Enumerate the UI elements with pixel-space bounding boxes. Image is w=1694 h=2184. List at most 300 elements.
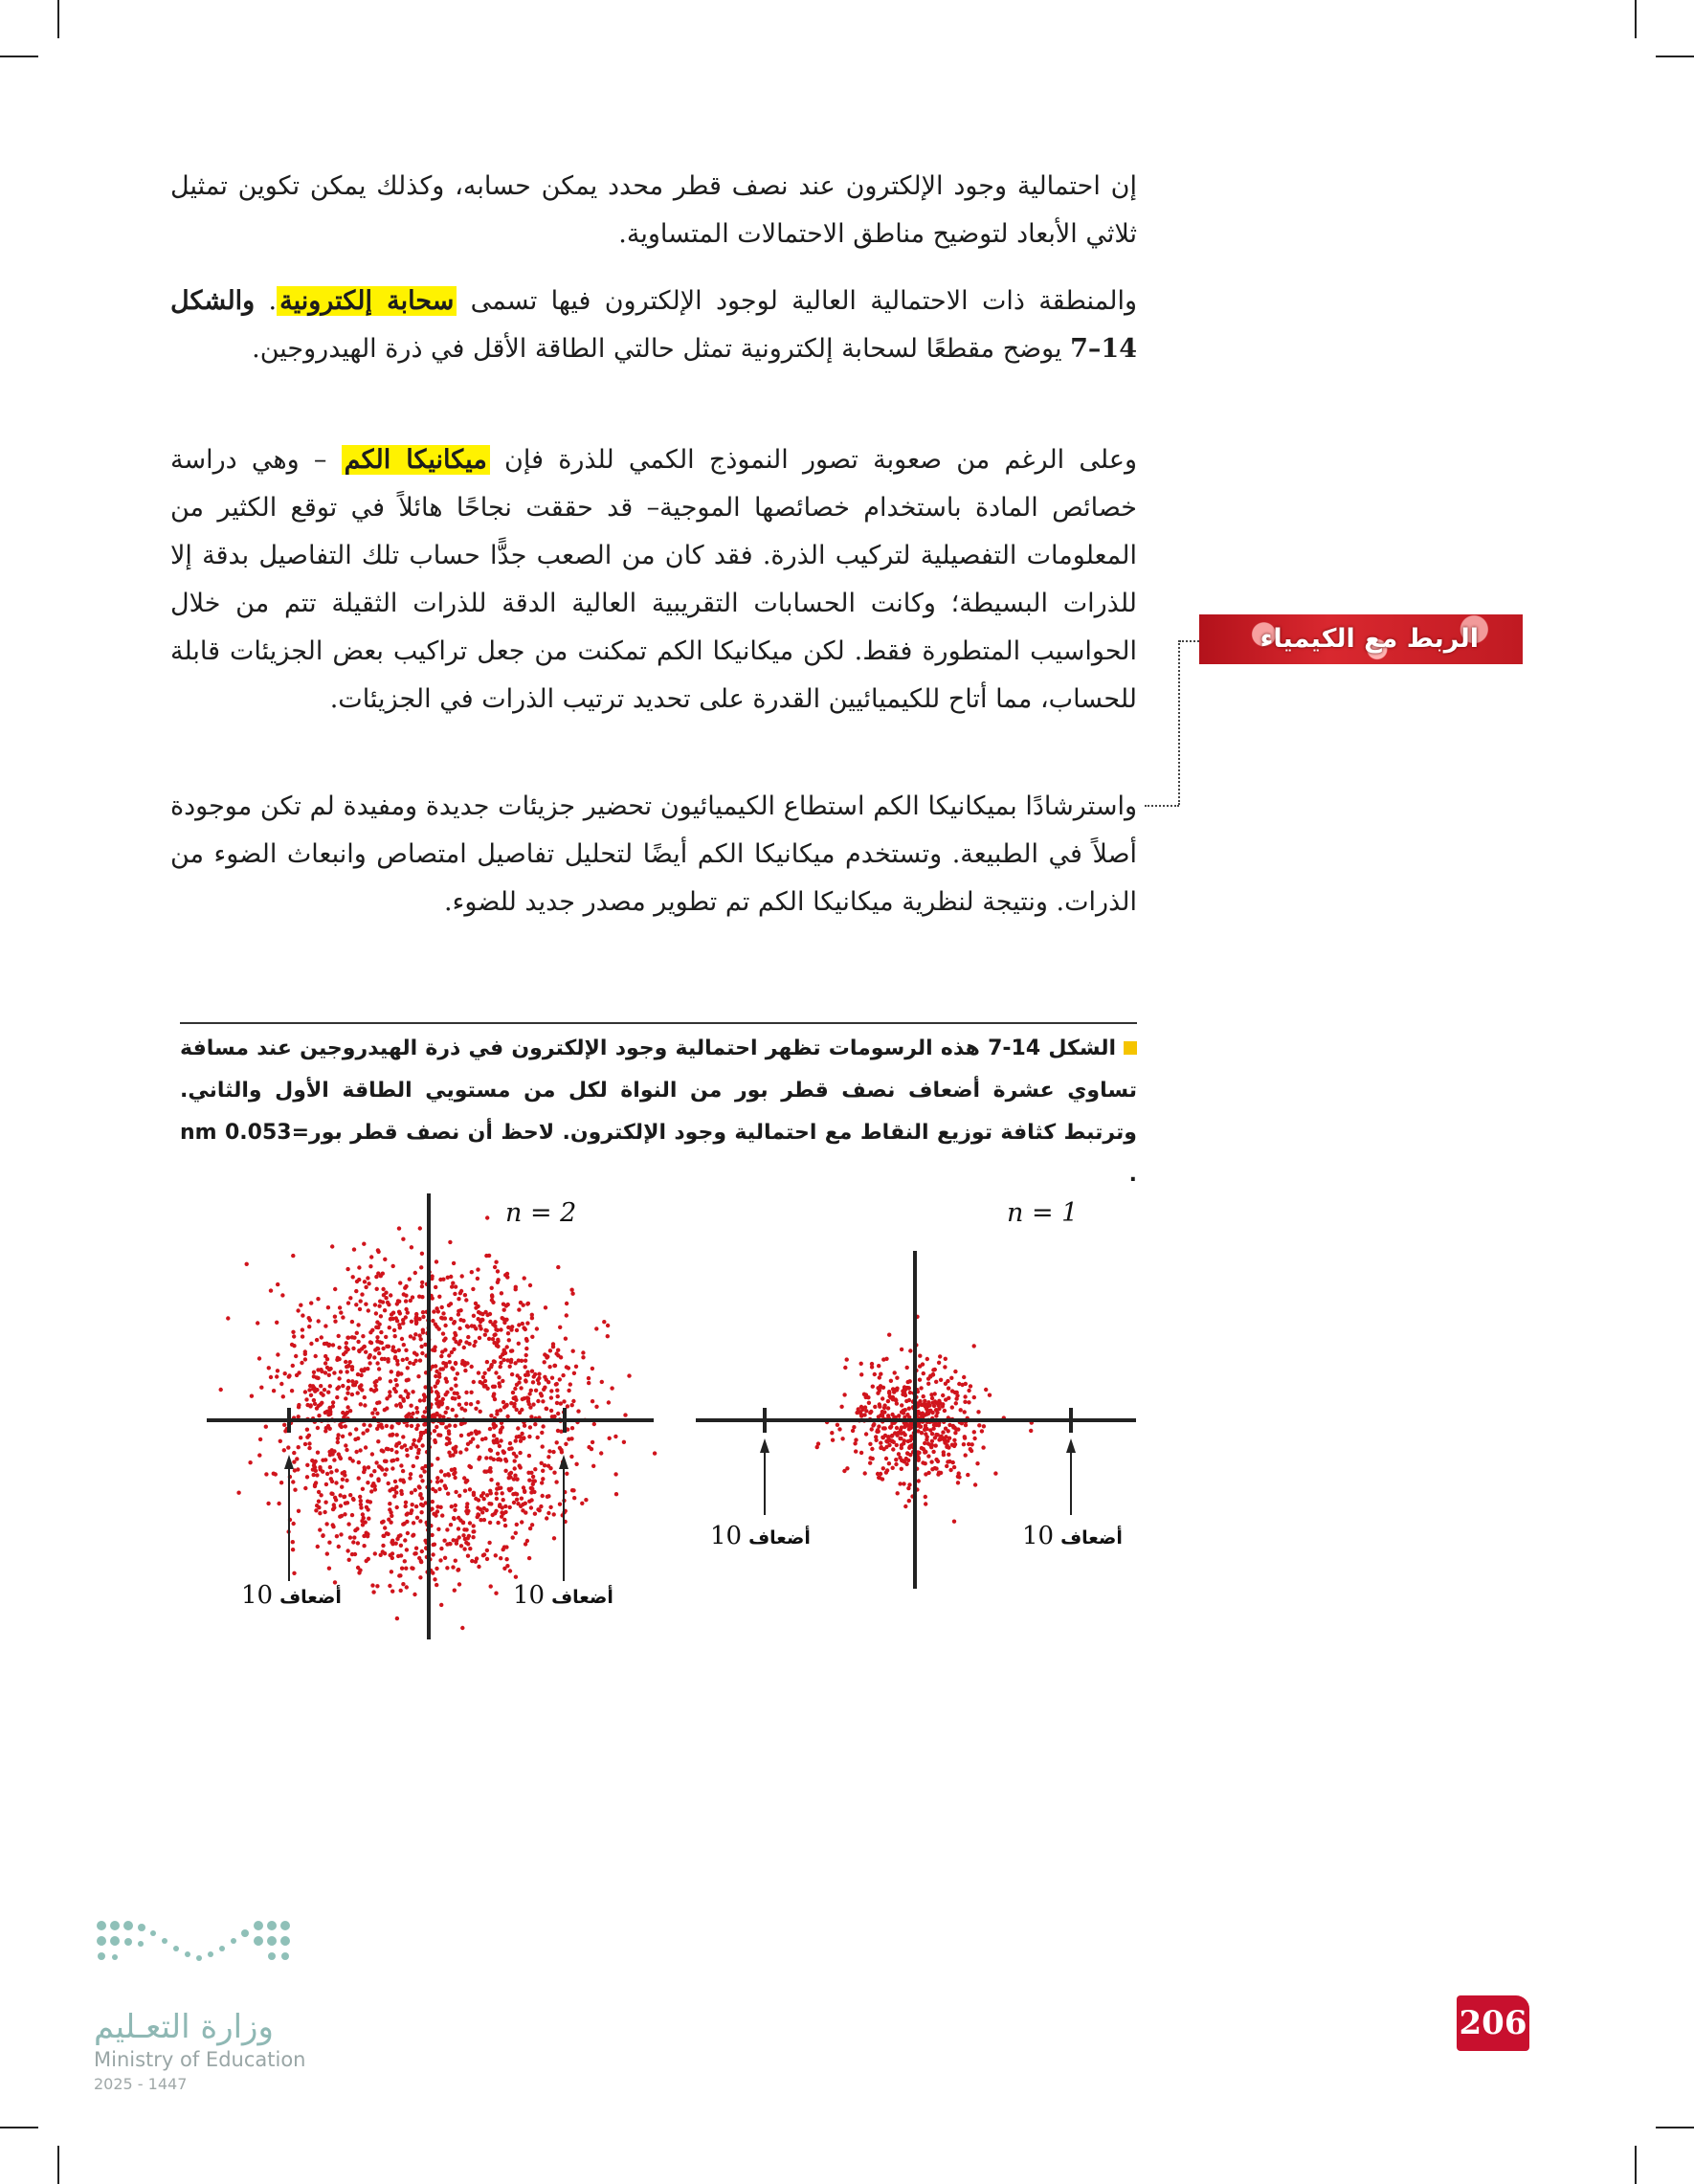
probability-dot <box>354 1289 358 1293</box>
probability-dot <box>282 1423 286 1427</box>
probability-dot <box>333 1320 337 1324</box>
probability-dot <box>868 1461 872 1465</box>
probability-dot <box>504 1545 508 1549</box>
probability-dot <box>351 1459 355 1462</box>
probability-dot <box>459 1434 463 1437</box>
probability-dot <box>219 1388 223 1392</box>
probability-dot <box>464 1527 468 1531</box>
probability-dot <box>404 1284 408 1288</box>
probability-dot <box>489 1456 493 1460</box>
probability-dot <box>390 1370 393 1373</box>
probability-dot <box>404 1299 408 1303</box>
probability-dot <box>280 1293 284 1297</box>
probability-dot <box>381 1544 385 1548</box>
probability-dot <box>963 1410 967 1414</box>
probability-dot <box>435 1425 438 1429</box>
probability-dot <box>839 1405 843 1409</box>
probability-dot <box>507 1476 511 1480</box>
probability-dot <box>331 1400 335 1404</box>
probability-dot <box>454 1362 457 1366</box>
probability-dot <box>483 1333 487 1337</box>
probability-dot <box>521 1503 524 1506</box>
probability-dot <box>363 1395 367 1399</box>
probability-dot <box>346 1364 350 1368</box>
probability-dot <box>317 1319 321 1323</box>
probability-dot <box>377 1323 381 1326</box>
probability-dot <box>431 1319 435 1323</box>
probability-dot <box>405 1548 409 1551</box>
probability-dot <box>374 1460 378 1464</box>
probability-dot <box>917 1451 921 1455</box>
probability-dot <box>594 1405 598 1409</box>
probability-dot <box>571 1349 575 1353</box>
probability-dot <box>292 1522 296 1526</box>
probability-dot <box>496 1452 500 1456</box>
probability-dot <box>431 1552 435 1556</box>
probability-dot <box>415 1516 419 1520</box>
probability-dot <box>418 1398 422 1402</box>
probability-dot <box>523 1490 526 1494</box>
probability-dot <box>888 1425 892 1429</box>
probability-dot <box>350 1393 354 1396</box>
probability-dot <box>355 1527 359 1530</box>
probability-dot <box>957 1475 961 1479</box>
probability-dot <box>319 1392 323 1395</box>
probability-dot <box>931 1427 935 1431</box>
ministry-name-english: Ministry of Education <box>94 2048 306 2071</box>
probability-dot <box>345 1479 348 1482</box>
probability-dot <box>546 1494 550 1498</box>
probability-dot <box>471 1287 475 1291</box>
probability-dot <box>963 1436 967 1439</box>
probability-dot <box>550 1415 554 1418</box>
probability-dot <box>580 1502 584 1505</box>
probability-dot <box>309 1342 313 1346</box>
probability-dot <box>900 1348 903 1351</box>
probability-dot <box>479 1311 482 1315</box>
probability-dot <box>377 1351 381 1355</box>
probability-dot <box>908 1444 912 1448</box>
probability-dot <box>352 1336 356 1340</box>
probability-dot <box>404 1501 408 1504</box>
probability-dot <box>962 1442 966 1446</box>
probability-dot <box>345 1387 349 1391</box>
probability-dot <box>592 1422 596 1426</box>
probability-dot <box>421 1431 425 1435</box>
probability-dot <box>449 1523 453 1527</box>
probability-dot <box>421 1310 425 1314</box>
probability-dot <box>474 1407 478 1411</box>
probability-dot <box>508 1441 512 1445</box>
probability-dot <box>891 1466 895 1470</box>
probability-dot <box>872 1422 876 1426</box>
probability-dot <box>466 1325 470 1328</box>
probability-dot <box>371 1590 375 1593</box>
probability-dot <box>907 1482 911 1486</box>
probability-dot <box>401 1397 405 1401</box>
probability-dot <box>439 1479 443 1482</box>
probability-dot <box>403 1559 407 1563</box>
chemistry-connection-banner[interactable]: الربط مع الكيمياء <box>1199 614 1523 664</box>
probability-dot <box>524 1347 528 1350</box>
probability-dot <box>395 1383 399 1387</box>
probability-dot <box>562 1399 566 1403</box>
probability-dot <box>525 1395 529 1399</box>
probability-dot <box>488 1427 492 1431</box>
probability-dot <box>345 1448 348 1452</box>
probability-dot <box>444 1377 448 1381</box>
probability-dot <box>391 1345 395 1348</box>
probability-dot <box>877 1476 880 1480</box>
probability-dot <box>399 1589 403 1593</box>
marker-number: 10 <box>710 1522 743 1550</box>
probability-dot <box>967 1389 970 1393</box>
probability-dot <box>401 1318 405 1322</box>
probability-dot <box>930 1432 934 1436</box>
probability-dot <box>379 1466 383 1470</box>
probability-dot <box>453 1508 457 1512</box>
probability-dot <box>921 1412 925 1415</box>
probability-dot <box>518 1451 522 1455</box>
probability-dot <box>491 1323 495 1326</box>
probability-dot <box>387 1345 390 1348</box>
crop-mark <box>0 56 38 57</box>
marker-label-n2-right <box>513 1581 613 1610</box>
probability-dot <box>440 1305 444 1309</box>
probability-dot <box>414 1322 418 1326</box>
probability-dot <box>341 1315 345 1319</box>
probability-dot <box>326 1413 330 1416</box>
probability-dot <box>395 1537 399 1541</box>
probability-dot <box>367 1517 370 1521</box>
probability-dot <box>842 1393 846 1396</box>
probability-dot <box>404 1389 408 1393</box>
probability-dot <box>335 1534 339 1538</box>
probability-dot <box>292 1571 296 1575</box>
probability-dot <box>337 1357 341 1361</box>
probability-dot <box>315 1338 319 1342</box>
probability-dot <box>359 1299 363 1303</box>
paragraph-electron-cloud <box>170 278 1137 373</box>
probability-dot <box>354 1450 358 1454</box>
probability-dot <box>418 1519 422 1523</box>
probability-dot <box>499 1327 502 1331</box>
probability-dot <box>924 1472 927 1476</box>
probability-dot <box>500 1291 503 1295</box>
probability-dot <box>383 1258 387 1261</box>
probability-dot <box>459 1422 463 1426</box>
probability-dot <box>487 1254 491 1258</box>
probability-dot <box>457 1395 460 1399</box>
probability-dot <box>525 1321 529 1325</box>
probability-dot <box>466 1536 470 1540</box>
probability-dot <box>393 1334 397 1338</box>
probability-dot <box>982 1424 986 1428</box>
probability-dot <box>393 1355 397 1359</box>
probability-dot <box>928 1443 932 1447</box>
probability-dot <box>453 1392 457 1395</box>
probability-dot <box>482 1552 486 1556</box>
probability-dot <box>313 1402 317 1406</box>
probability-dot <box>323 1371 327 1374</box>
probability-dot <box>407 1378 411 1382</box>
probability-dot <box>352 1247 356 1251</box>
probability-dot <box>419 1474 423 1478</box>
dot-cloud-n2 <box>219 1215 658 1630</box>
probability-dot <box>364 1303 368 1306</box>
probability-dot <box>871 1385 875 1389</box>
probability-dot <box>506 1303 510 1306</box>
probability-dot <box>401 1435 405 1438</box>
probability-dot <box>555 1389 559 1393</box>
probability-dot <box>414 1504 418 1508</box>
probability-dot <box>362 1470 366 1474</box>
probability-dot <box>918 1378 922 1382</box>
probability-dot <box>891 1447 895 1451</box>
probability-dot <box>411 1390 414 1393</box>
probability-dot <box>512 1404 516 1408</box>
probability-dot <box>410 1508 413 1512</box>
probability-dot <box>887 1391 891 1394</box>
probability-dot <box>438 1367 442 1371</box>
crop-mark <box>1656 56 1694 57</box>
probability-dot <box>484 1456 488 1460</box>
probability-dot <box>546 1464 550 1468</box>
probability-dot <box>436 1527 440 1531</box>
probability-dot <box>504 1459 508 1462</box>
probability-dot <box>608 1437 612 1440</box>
probability-dot <box>934 1414 938 1417</box>
probability-dot <box>328 1384 332 1388</box>
probability-dot <box>409 1299 412 1303</box>
probability-dot <box>1029 1429 1033 1433</box>
probability-dot <box>524 1353 528 1357</box>
probability-dot <box>469 1391 473 1394</box>
probability-dot <box>398 1326 402 1329</box>
probability-dot <box>505 1415 509 1418</box>
probability-dot <box>514 1438 518 1442</box>
probability-dot <box>408 1476 412 1480</box>
probability-dot <box>462 1547 466 1550</box>
probability-dot <box>447 1353 451 1357</box>
probability-dot <box>519 1435 523 1438</box>
probability-dot <box>360 1292 364 1296</box>
probability-dot <box>454 1377 457 1381</box>
probability-dot <box>458 1318 462 1322</box>
probability-dot <box>433 1429 436 1433</box>
probability-dot <box>485 1557 489 1561</box>
probability-dot <box>304 1397 308 1401</box>
probability-dot <box>530 1313 534 1317</box>
probability-dot <box>312 1463 316 1467</box>
probability-dot <box>591 1440 594 1444</box>
probability-dot <box>290 1389 294 1393</box>
probability-dot <box>383 1473 387 1477</box>
probability-dot <box>502 1498 505 1502</box>
probability-dot <box>502 1400 505 1404</box>
ministry-name-arabic: وزارة التعـليم <box>94 2008 274 2046</box>
probability-dot <box>921 1403 925 1407</box>
probability-dot <box>386 1532 390 1536</box>
probability-dot <box>432 1309 435 1313</box>
probability-dot <box>533 1512 537 1516</box>
probability-dot <box>375 1412 379 1415</box>
probability-dot <box>435 1583 438 1587</box>
probability-dot <box>410 1491 413 1495</box>
crop-mark <box>57 0 59 38</box>
probability-dot <box>307 1325 311 1328</box>
probability-dot <box>305 1428 309 1432</box>
probability-dot <box>464 1391 468 1394</box>
probability-dot <box>418 1226 422 1230</box>
probability-dot <box>468 1547 472 1550</box>
probability-dot <box>356 1340 360 1344</box>
probability-dot <box>561 1373 565 1377</box>
probability-dot <box>539 1504 543 1508</box>
probability-dot <box>920 1431 924 1435</box>
probability-dot <box>529 1471 533 1475</box>
probability-dot <box>363 1345 367 1348</box>
probability-dot <box>446 1492 450 1496</box>
probability-dot <box>353 1437 357 1441</box>
probability-dot <box>341 1384 345 1388</box>
probability-dot <box>927 1403 931 1407</box>
probability-dot <box>924 1432 927 1436</box>
probability-dot <box>283 1371 287 1375</box>
probability-dot <box>594 1326 598 1330</box>
probability-dot <box>412 1464 415 1468</box>
probability-dot <box>457 1516 460 1520</box>
probability-dot <box>376 1248 380 1252</box>
probability-dot <box>515 1492 519 1496</box>
probability-dot <box>412 1351 416 1355</box>
probability-dot <box>509 1401 513 1405</box>
probability-dot <box>937 1423 941 1427</box>
probability-dot <box>863 1471 867 1475</box>
probability-dot <box>505 1345 509 1348</box>
probability-dot <box>291 1548 295 1551</box>
probability-dot <box>330 1452 334 1456</box>
probability-dot <box>570 1292 574 1296</box>
probability-dot <box>340 1485 344 1489</box>
probability-dot <box>441 1278 445 1281</box>
probability-dot <box>236 1491 240 1495</box>
probability-dot <box>399 1544 403 1548</box>
probability-dot <box>934 1380 938 1384</box>
probability-dot <box>515 1328 519 1332</box>
probability-dot <box>903 1504 907 1508</box>
probability-dot <box>554 1480 558 1483</box>
probability-dot <box>513 1466 517 1470</box>
probability-dot <box>400 1492 404 1496</box>
probability-dot <box>339 1504 343 1507</box>
probability-dot <box>354 1303 358 1306</box>
probability-dot <box>519 1386 523 1390</box>
probability-dot <box>454 1490 457 1494</box>
arrow-icon <box>559 1455 568 1469</box>
probability-dot <box>613 1472 617 1476</box>
probability-dot <box>276 1369 279 1372</box>
probability-dot <box>522 1304 525 1307</box>
probability-dot <box>501 1379 504 1383</box>
probability-dot <box>411 1533 414 1537</box>
probability-dot <box>472 1344 476 1348</box>
figure-reference: والشكل 14–7 <box>170 286 1137 364</box>
probability-dot <box>361 1487 365 1491</box>
probability-dot <box>843 1366 847 1370</box>
probability-dot <box>358 1385 362 1389</box>
probability-dot <box>963 1400 967 1404</box>
probability-dot <box>338 1305 342 1309</box>
probability-dot <box>448 1360 452 1364</box>
probability-dot <box>414 1444 418 1448</box>
probability-dot <box>622 1440 626 1444</box>
probability-dot <box>471 1437 475 1440</box>
probability-dot <box>448 1240 452 1244</box>
paragraph-text: . <box>255 286 278 316</box>
probability-dot <box>484 1508 488 1512</box>
probability-dot <box>508 1569 512 1572</box>
probability-dot <box>591 1399 594 1403</box>
probability-dot <box>956 1481 960 1484</box>
probability-dot <box>528 1283 532 1287</box>
probability-dot <box>607 1400 611 1404</box>
probability-dot <box>373 1408 377 1412</box>
probability-dot <box>493 1332 497 1336</box>
probability-dot <box>565 1313 568 1317</box>
probability-dot <box>336 1440 340 1444</box>
probability-dot <box>886 1435 890 1438</box>
probability-dot <box>356 1391 360 1394</box>
probability-dot <box>386 1301 390 1304</box>
probability-dot <box>854 1449 858 1453</box>
connector-line <box>1179 640 1199 642</box>
probability-dot <box>565 1472 568 1476</box>
probability-dot <box>338 1455 342 1459</box>
probability-dot <box>550 1376 554 1380</box>
probability-dot <box>908 1391 912 1394</box>
probability-dot <box>502 1405 506 1409</box>
probability-dot <box>497 1375 501 1379</box>
probability-dot <box>881 1436 885 1439</box>
probability-dot <box>328 1465 332 1469</box>
paragraph-probability: إن احتمالية وجود الإلكترون عند نصف قطر محدد يمكن حسابه، وكذلك يمكن تكوين تمثيل ثلاثي الأبعاد لتوضيح مناطق الاحتمالات المتساوية. <box>170 171 1137 249</box>
probability-dot <box>898 1482 902 1485</box>
probability-dot <box>324 1522 328 1526</box>
probability-dot <box>315 1388 319 1392</box>
probability-dot <box>574 1365 578 1369</box>
probability-dot <box>878 1402 881 1406</box>
probability-dot <box>450 1284 454 1288</box>
probability-dot <box>476 1512 479 1516</box>
probability-dot <box>397 1573 401 1577</box>
probability-dot <box>401 1237 405 1241</box>
probability-dot <box>524 1359 527 1363</box>
probability-dot <box>357 1476 361 1480</box>
probability-dot <box>398 1281 402 1284</box>
probability-dot <box>341 1435 345 1438</box>
probability-dot <box>434 1374 437 1378</box>
probability-dot <box>452 1517 456 1521</box>
probability-dot <box>481 1491 485 1495</box>
probability-dot <box>469 1465 473 1469</box>
probability-dot <box>346 1336 350 1340</box>
probability-dot <box>421 1504 425 1507</box>
probability-dot <box>414 1406 418 1410</box>
probability-dot <box>558 1377 562 1381</box>
probability-dot <box>396 1554 400 1558</box>
probability-dot <box>895 1401 899 1405</box>
